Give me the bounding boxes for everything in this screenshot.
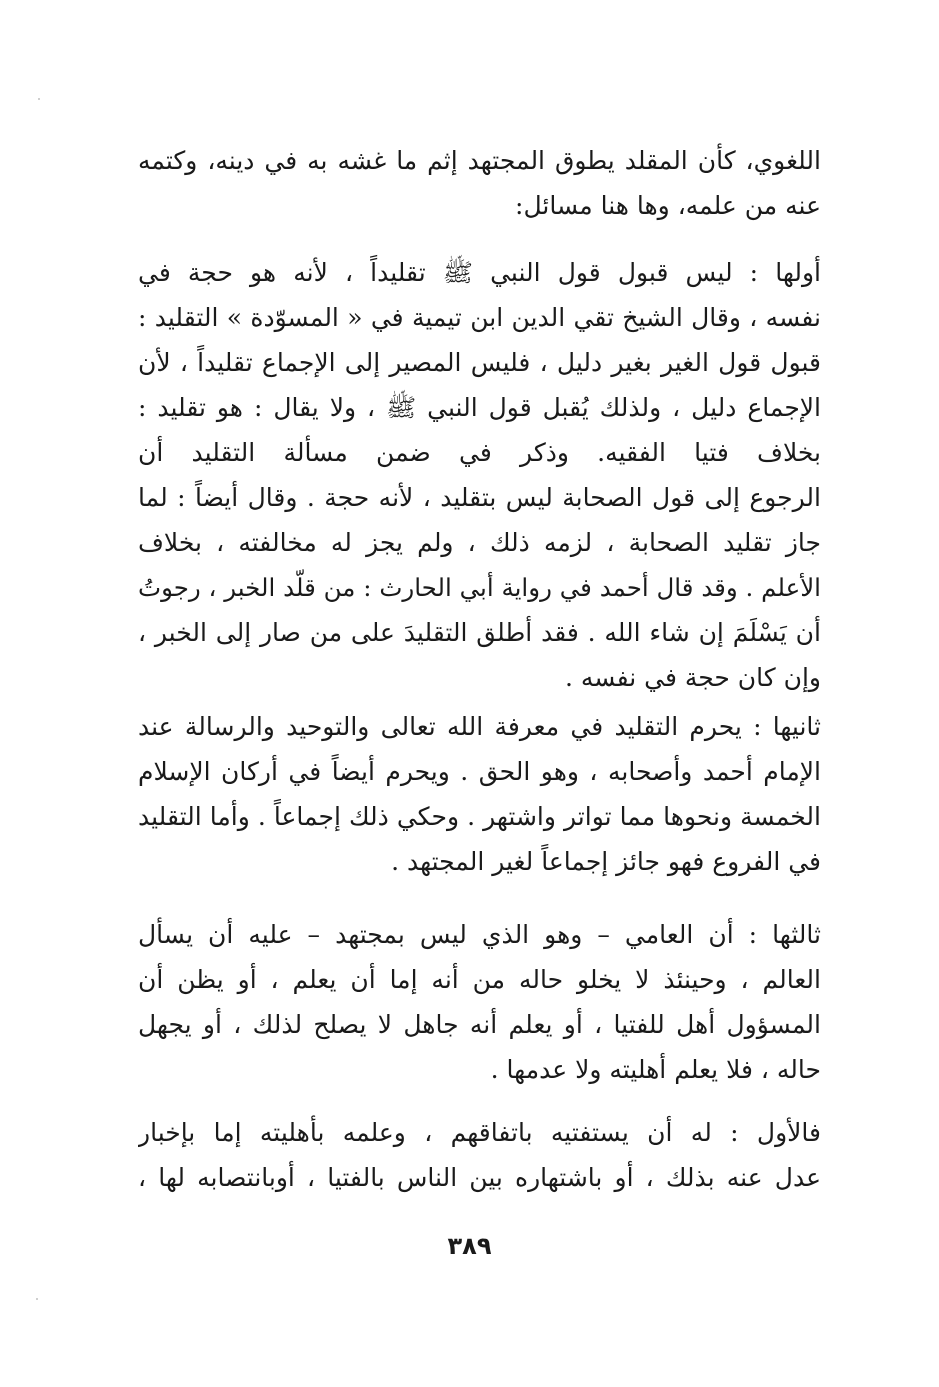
text-line: ثانيها : يحرم التقليد في معرفة الله تعالى والتوحيد والرسالة عند	[138, 712, 821, 741]
text-line: وإن كان حجة في نفسه .	[564, 663, 821, 692]
text-line: أولها : ليس قبول قول النبي ﷺ تقليداً ، لأنه هو حجة في	[138, 258, 821, 287]
text-line: نفسه ، وقال الشيخ تقي الدين ابن تيمية في « المسوّدة » التقليد :	[138, 303, 821, 332]
scan-speck	[36, 1298, 38, 1300]
text-line: العالم ، وحينئذ لا يخلو حاله من أنه إما أن يعلم ، أو يظن أن	[138, 965, 821, 994]
paragraph-5	[138, 1110, 821, 1200]
text-line: عنه من علمه، وها هنا مسائل:	[515, 191, 821, 220]
text-line: الرجوع إلى قول الصحابة ليس بتقليد ، لأنه حجة . وقال أيضاً : لما	[138, 483, 821, 512]
paragraph-4	[138, 912, 821, 1092]
text-line: الخمسة ونحوها مما تواتر واشتهر . وحكي ذلك إجماعاً . وأما التقليد	[138, 802, 821, 831]
text-line: الأعلم . وقد قال أحمد في رواية أبي الحارث : من قلّد الخبر ، رجوتُ	[138, 573, 821, 602]
text-line: أن يَسْلَمَ إن شاء الله . فقد أطلق التقليدَ على من صار إلى الخبر ،	[138, 618, 821, 647]
text-line: الإمام أحمد وأصحابه ، وهو الحق . ويحرم أيضاً في أركان الإسلام	[138, 757, 821, 786]
text-line: عدل عنه بذلك ، أو باشتهاره بين الناس بالفتيا ، أوبانتصابه لها ،	[138, 1163, 821, 1192]
text-line: فالأول : له أن يستفتيه باتفاقهم ، وعلمه بأهليته إما بإخبار	[138, 1118, 821, 1147]
paragraph-2	[138, 250, 821, 700]
scan-speck	[38, 98, 40, 100]
text-line: ثالثها : أن العامي – وهو الذي ليس بمجتهد – عليه أن يسأل	[138, 920, 821, 949]
page-number: ٣٨٩	[447, 1232, 492, 1260]
text-line: بخلاف فتيا الفقيه. وذكر في ضمن مسألة التقليد أن	[138, 438, 821, 467]
text-line: قبول قول الغير بغير دليل ، فليس المصير إلى الإجماع تقليداً ، لأن	[138, 348, 821, 377]
text-line: جاز تقليد الصحابة ، لزمه ذلك ، ولم يجز له مخالفته ، بخلاف	[138, 528, 821, 557]
text-line: الإجماع دليل ، ولذلك يُقبل قول النبي ﷺ ، ولا يقال : هو تقليد :	[138, 393, 821, 422]
text-line: حاله ، فلا يعلم أهليته ولا عدمها .	[490, 1055, 821, 1084]
text-line: المسؤول أهل للفتيا ، أو يعلم أنه جاهل لا يصلح لذلك ، أو يجهل	[138, 1010, 821, 1039]
text-line: في الفروع فهو جائز إجماعاً لغير المجتهد .	[391, 847, 821, 876]
paragraph-1	[138, 138, 821, 228]
text-line: اللغوي، كأن المقلد يطوق المجتهد إثم ما غشه به في دينه، وكتمه	[138, 146, 821, 175]
paragraph-3	[138, 704, 821, 884]
